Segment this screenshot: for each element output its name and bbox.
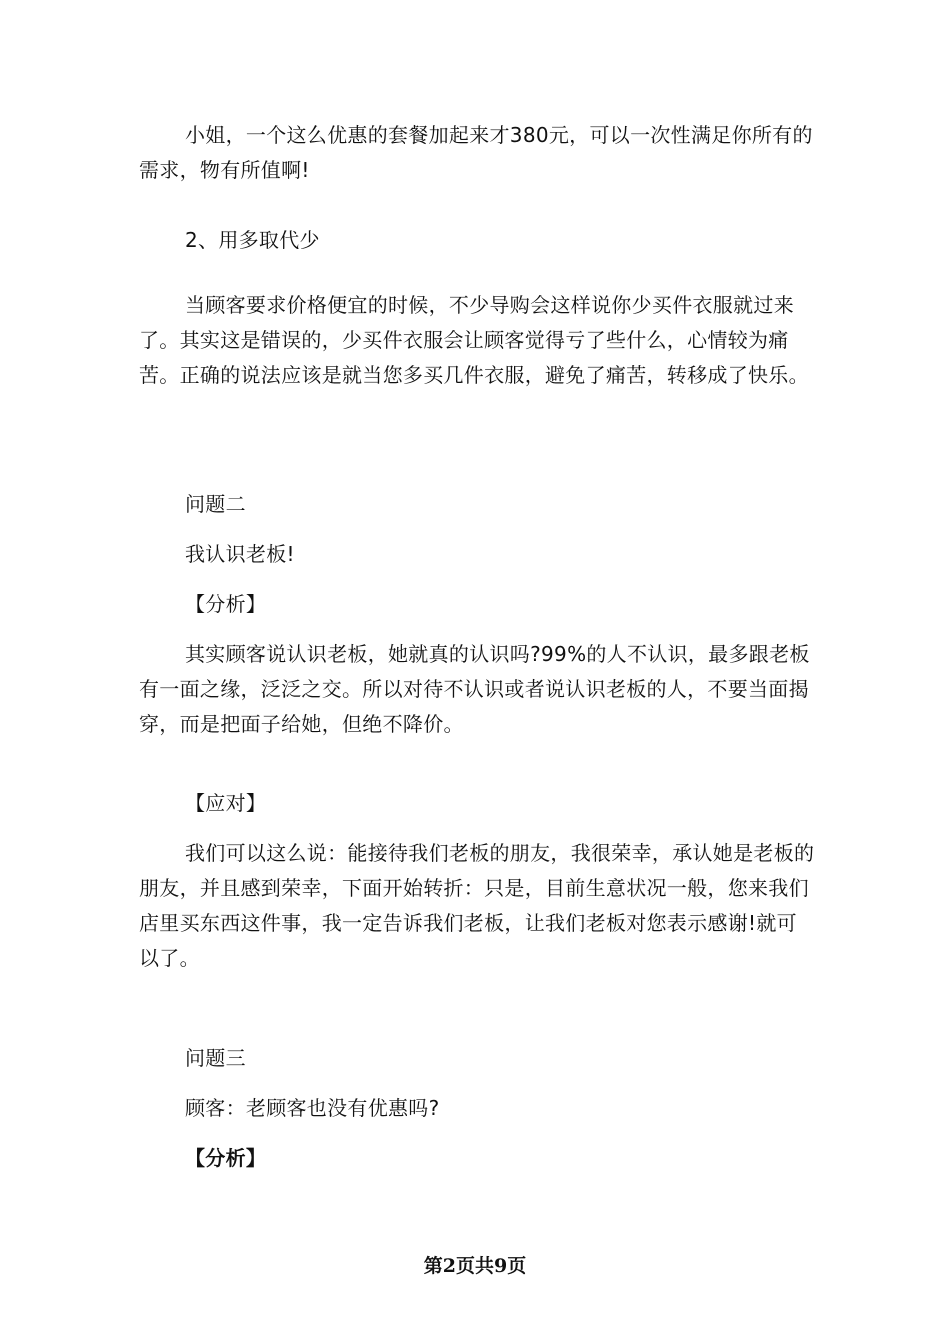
paragraph-more-instead-of-less: 当顾客要求价格便宜的时候，不少导购会这样说你少买件衣服就过来了。其实这是错误的，少买件衣服会让顾客觉得亏了些什么，心情较为痛苦。正确的说法应该是就当您多买几件衣服，避免了痛苦，转移成了快乐。 [139,293,809,387]
paragraph-package-offer: 小姐，一个这么优惠的套餐加起来才380元，可以一次性满足你所有的需求，物有所值啊! [139,123,813,182]
section-heading-more-instead-of-less: 2、用多取代少 [185,228,320,252]
heading-question-two: 问题二 [185,492,246,516]
label-response: 【应对】 [185,791,267,815]
label-analysis-bold: 【分析】 [185,1146,267,1170]
paragraph-analysis-know-boss: 其实顾客说认识老板，她就真的认识吗?99%的人不认识，最多跟老板有一面之缘，泛泛之交。所以对待不认识或者说认识老板的人，不要当面揭穿，而是把面子给她，但绝不降价。 [139,642,810,736]
customer-quote-loyal-discount: 顾客：老顾客也没有优惠吗? [185,1096,440,1120]
paragraph-response-know-boss: 我们可以这么说：能接待我们老板的朋友，我很荣幸，承认她是老板的朋友，并且感到荣幸，下面开始转折：只是，目前生意状况一般，您来我们店里买东西这件事，我一定告诉我们老板，让我们老板对您表示感谢!就可以了。 [139,841,815,970]
page-number-footer: 第2页共9页 [423,1255,527,1277]
label-analysis: 【分析】 [185,592,267,616]
heading-question-three: 问题三 [185,1046,246,1070]
customer-quote-know-boss: 我认识老板! [185,542,295,566]
